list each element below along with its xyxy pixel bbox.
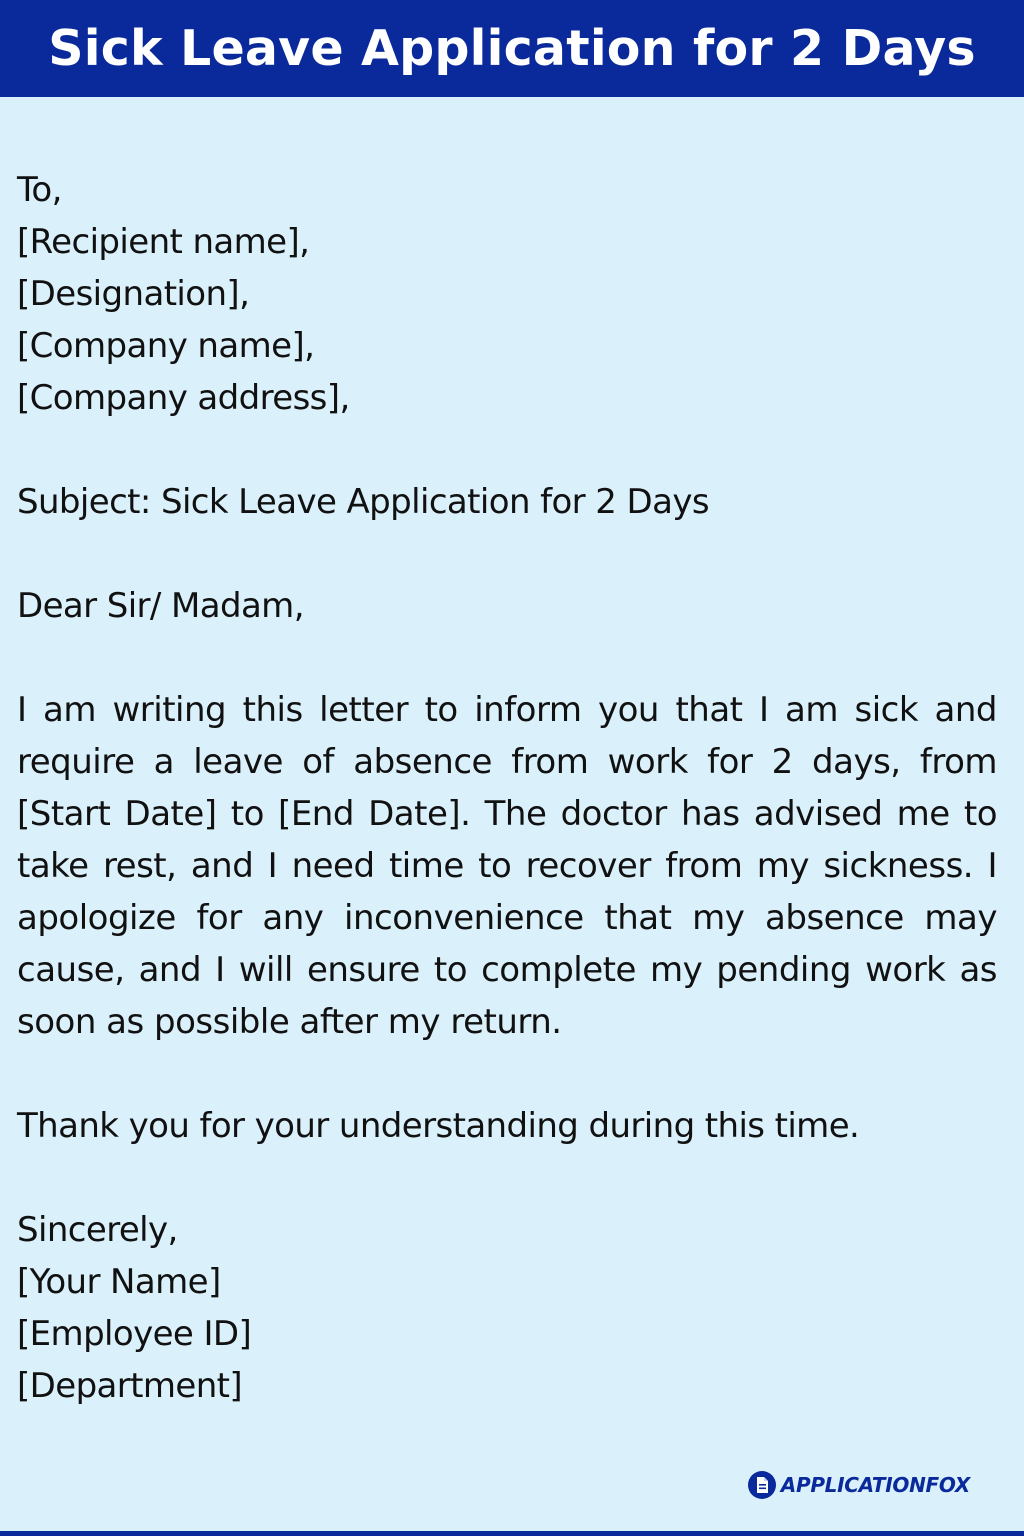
spacer: [17, 1048, 997, 1100]
recipient-line: To,: [17, 170, 62, 210]
recipient-line: [Company name],: [17, 326, 315, 366]
recipient-line: [Designation],: [17, 274, 250, 314]
subject-line: Subject: Sick Leave Application for 2 Days: [17, 482, 709, 522]
signature-line: [Department]: [17, 1366, 243, 1406]
brand-name: APPLICATIONFOX: [780, 1473, 970, 1497]
bottom-border: [0, 1531, 1024, 1536]
spacer: [17, 424, 997, 476]
spacer: [17, 528, 997, 580]
recipient-line: [Recipient name],: [17, 222, 310, 262]
signature-line: [Your Name]: [17, 1262, 221, 1302]
recipient-line: [Company address],: [17, 378, 350, 418]
header-banner: [0, 0, 1024, 97]
brand-logo: [747, 1470, 970, 1500]
salutation: Dear Sir/ Madam,: [17, 586, 304, 626]
closing-line: Sincerely,: [17, 1210, 178, 1250]
spacer: [17, 632, 997, 684]
thanks-line: Thank you for your understanding during this time.: [17, 1106, 860, 1146]
letter-content: [17, 164, 997, 1412]
body-paragraph: I am writing this letter to inform you that I am sick and require a leave of absence from work for 2 days, from [Start Date] to [End Date]. The doctor has advised me to take rest, and I need time to recover from my sickness. I apologize for any inconvenience that my absence may cause, and I will ensure to complete my pending work as soon as possible after my return.: [17, 690, 997, 1042]
signature-line: [Employee ID]: [17, 1314, 252, 1354]
page-title: Sick Leave Application for 2 Days: [48, 20, 976, 77]
spacer: [17, 1152, 997, 1204]
document-logo-icon: [747, 1470, 777, 1500]
